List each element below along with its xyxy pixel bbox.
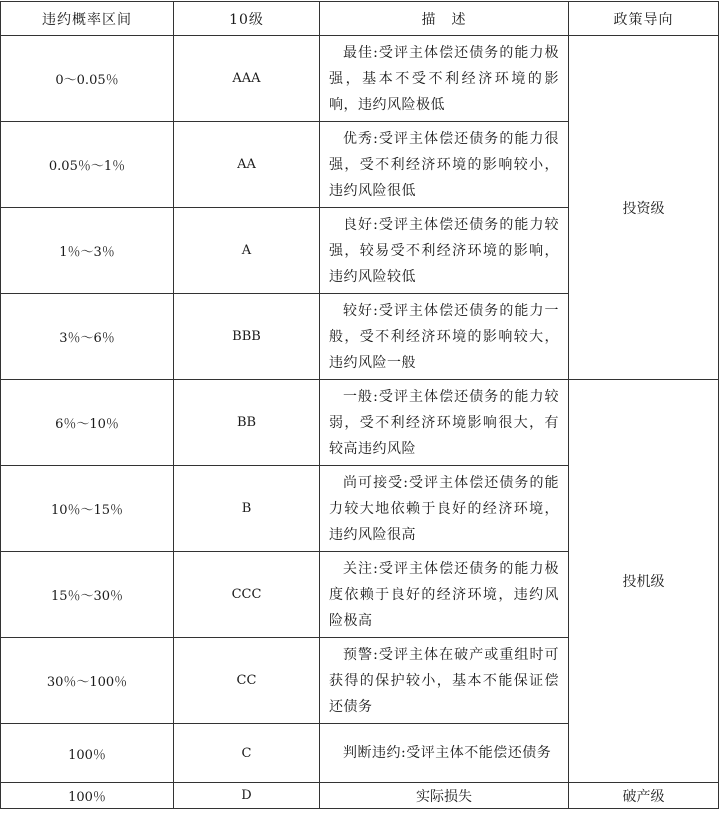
table-row (1, 380, 719, 466)
probability-cell: 0.05％～1％ (1, 122, 174, 208)
policy-speculative-cell: 投机级 (569, 380, 719, 783)
table-row (1, 36, 719, 122)
grade-cell: BBB (174, 294, 320, 380)
probability-cell: 6％～10％ (1, 380, 174, 466)
probability-cell: 100％ (1, 783, 174, 809)
description-cell: 最佳:受评主体偿还债务的能力极强，基本不受不利经济环境的影响，违约风险极低 (320, 36, 569, 122)
grade-cell: C (174, 724, 320, 783)
description-cell: 较好:受评主体偿还债务的能力一般，受不利经济环境的影响较大，违约风险一般 (320, 294, 569, 380)
grade-cell: B (174, 466, 320, 552)
grade-cell: CCC (174, 552, 320, 638)
grade-cell: AA (174, 122, 320, 208)
header-probability: 违约概率区间 (1, 2, 174, 36)
header-grade: 10级 (174, 2, 320, 36)
header-policy: 政策导向 (569, 2, 719, 36)
credit-rating-table (0, 1, 719, 809)
policy-bankruptcy-cell: 破产级 (569, 783, 719, 809)
description-cell: 实际损失 (320, 783, 569, 809)
description-cell: 一般:受评主体偿还债务的能力较弱，受不利经济环境影响很大，有较高违约风险 (320, 380, 569, 466)
probability-cell: 30％～100％ (1, 638, 174, 724)
probability-cell: 0～0.05％ (1, 36, 174, 122)
grade-cell: D (174, 783, 320, 809)
probability-cell: 15％～30％ (1, 552, 174, 638)
probability-cell: 100％ (1, 724, 174, 783)
table-row (1, 783, 719, 809)
grade-cell: CC (174, 638, 320, 724)
description-cell: 良好:受评主体偿还债务的能力较强，较易受不利经济环境的影响，违约风险较低 (320, 208, 569, 294)
grade-cell: BB (174, 380, 320, 466)
description-cell: 优秀:受评主体偿还债务的能力很强，受不利经济环境的影响较小，违约风险很低 (320, 122, 569, 208)
description-cell: 尚可接受:受评主体偿还债务的能力较大地依赖于良好的经济环境，违约风险很高 (320, 466, 569, 552)
header-description: 描 述 (320, 2, 569, 36)
header-row (1, 2, 719, 36)
grade-cell: AAA (174, 36, 320, 122)
description-cell: 关注:受评主体偿还债务的能力极度依赖于良好的经济环境，违约风险极高 (320, 552, 569, 638)
probability-cell: 3％～6％ (1, 294, 174, 380)
description-cell: 判断违约:受评主体不能偿还债务 (320, 724, 569, 783)
probability-cell: 10％～15％ (1, 466, 174, 552)
grade-cell: A (174, 208, 320, 294)
probability-cell: 1％～3％ (1, 208, 174, 294)
description-cell: 预警:受评主体在破产或重组时可获得的保护较小，基本不能保证偿还债务 (320, 638, 569, 724)
policy-investment-cell: 投资级 (569, 36, 719, 380)
